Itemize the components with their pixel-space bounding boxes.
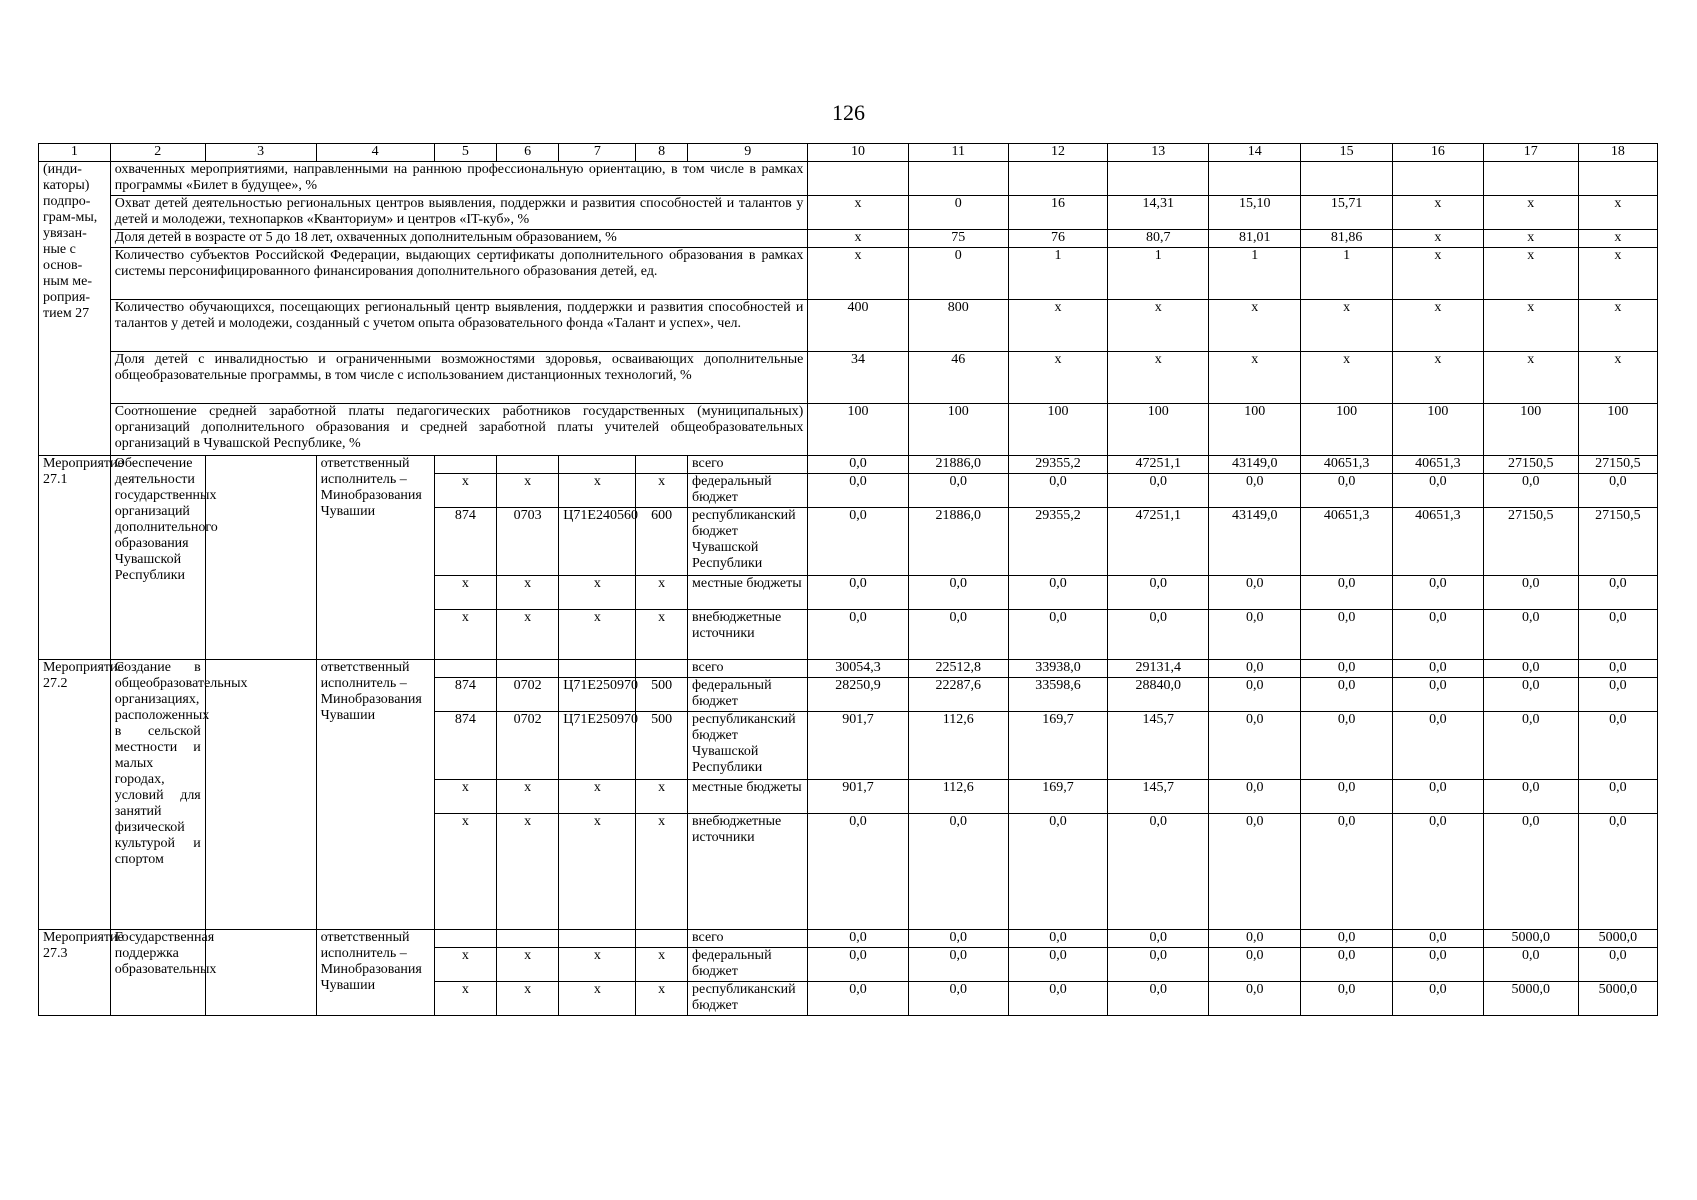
indicator-row <box>39 162 1658 196</box>
funding-value: 0,0 <box>908 948 1008 982</box>
indicator-value <box>1392 162 1483 196</box>
indicator-text: Количество субъектов Российской Федерации, выдающих сертификаты дополнительного образования в рамках системы персонифицированного финансирования дополнительного образования детей, ед. <box>110 248 808 300</box>
column-number: 4 <box>316 144 434 162</box>
measure-executor: ответственный исполнитель – Минобразования Чувашии <box>316 930 434 1016</box>
indicator-value: 14,31 <box>1108 196 1209 230</box>
indicator-value <box>1108 162 1209 196</box>
funding-value: 0,0 <box>1483 678 1578 712</box>
funding-value: 0,0 <box>1008 814 1107 930</box>
funding-value: 40651,3 <box>1392 456 1483 474</box>
budget-code-expense <box>636 660 688 678</box>
funding-value: 0,0 <box>1483 948 1578 982</box>
budget-code-section: 0703 <box>497 508 559 576</box>
budget-code-grbs: x <box>434 610 496 660</box>
funding-value: 5000,0 <box>1483 982 1578 1016</box>
funding-value: 0,0 <box>1392 780 1483 814</box>
funding-source: республиканский бюджет Чувашской Республики <box>688 508 808 576</box>
budget-code-grbs <box>434 660 496 678</box>
measure-row <box>39 456 1658 474</box>
indicator-value: x <box>808 248 908 300</box>
funding-value: 21886,0 <box>908 508 1008 576</box>
budget-code-section: x <box>497 814 559 930</box>
budget-code-expense: 500 <box>636 712 688 780</box>
indicator-row <box>39 196 1658 230</box>
indicator-row <box>39 230 1658 248</box>
indicator-value: x <box>1483 300 1578 352</box>
funding-source: внебюджетные источники <box>688 610 808 660</box>
measure-name: Создание в общеобразовательных организациях, расположенных в сельской местности и малых городах, условий для занятий физической культурой и спортом <box>110 660 205 930</box>
budget-code-target: x <box>559 610 636 660</box>
budget-code-section: x <box>497 780 559 814</box>
funding-value: 145,7 <box>1108 780 1209 814</box>
column-number: 15 <box>1301 144 1393 162</box>
budget-code-target: Ц71Е240560 <box>559 508 636 576</box>
indicator-value <box>908 162 1008 196</box>
funding-value: 0,0 <box>1483 712 1578 780</box>
budget-code-grbs <box>434 930 496 948</box>
funding-value: 0,0 <box>808 508 908 576</box>
funding-value: 40651,3 <box>1392 508 1483 576</box>
indicator-value: 100 <box>1483 404 1578 456</box>
funding-value: 0,0 <box>1392 982 1483 1016</box>
funding-value: 5000,0 <box>1483 930 1578 948</box>
funding-value: 0,0 <box>1209 930 1301 948</box>
funding-value: 0,0 <box>1108 930 1209 948</box>
budget-code-expense <box>636 456 688 474</box>
budget-code-expense <box>636 930 688 948</box>
indicator-value: x <box>1392 248 1483 300</box>
funding-source: республиканский бюджет Чувашской Республики <box>688 712 808 780</box>
indicator-value: 800 <box>908 300 1008 352</box>
funding-value: 0,0 <box>908 474 1008 508</box>
funding-value: 0,0 <box>1301 678 1393 712</box>
indicator-value: 100 <box>808 404 908 456</box>
funding-source: всего <box>688 660 808 678</box>
funding-value: 0,0 <box>1301 576 1393 610</box>
indicator-text: охваченных мероприятиями, направленными на раннюю профессиональную ориентацию, в том числе в рамках программы «Билет в будущее», % <box>110 162 808 196</box>
funding-value: 0,0 <box>1108 948 1209 982</box>
funding-value: 0,0 <box>1392 660 1483 678</box>
indicator-value: x <box>1483 248 1578 300</box>
funding-value: 22512,8 <box>908 660 1008 678</box>
budget-code-section: x <box>497 576 559 610</box>
indicator-value: 81,01 <box>1209 230 1301 248</box>
column-number: 2 <box>110 144 205 162</box>
column-number: 18 <box>1578 144 1657 162</box>
funding-value: 0,0 <box>1578 948 1657 982</box>
funding-value: 28250,9 <box>808 678 908 712</box>
indicator-value: x <box>1008 300 1107 352</box>
funding-value: 0,0 <box>1008 610 1107 660</box>
budget-code-grbs: x <box>434 780 496 814</box>
funding-source: всего <box>688 456 808 474</box>
indicator-value <box>1301 162 1393 196</box>
funding-value: 27150,5 <box>1578 456 1657 474</box>
funding-value: 0,0 <box>1392 678 1483 712</box>
funding-value: 0,0 <box>1209 660 1301 678</box>
indicator-text: Количество обучающихся, посещающих региональный центр выявления, поддержки и развития способностей и талантов у детей и молодежи, созданный с учетом опыта образовательного фонда «Талант и успех», чел. <box>110 300 808 352</box>
funding-value: 0,0 <box>1209 814 1301 930</box>
indicator-value: x <box>1209 352 1301 404</box>
indicator-value: x <box>1578 248 1657 300</box>
indicator-value <box>808 162 908 196</box>
funding-value: 0,0 <box>1008 982 1107 1016</box>
indicator-value: 1 <box>1108 248 1209 300</box>
funding-source: местные бюджеты <box>688 576 808 610</box>
indicator-value: x <box>1578 300 1657 352</box>
budget-code-expense: x <box>636 474 688 508</box>
funding-value: 0,0 <box>1008 930 1107 948</box>
indicator-value <box>1008 162 1107 196</box>
budget-code-expense: 600 <box>636 508 688 576</box>
funding-value: 0,0 <box>1301 780 1393 814</box>
measure-label: Мероприятие 27.1 <box>39 456 111 660</box>
budget-code-section: x <box>497 948 559 982</box>
measure-name: Обеспечение деятельности государственных организаций дополнительного образования Чувашской Республики <box>110 456 205 660</box>
funding-value: 33598,6 <box>1008 678 1107 712</box>
budget-code-target <box>559 930 636 948</box>
indicator-value: x <box>1008 352 1107 404</box>
budget-code-grbs: x <box>434 576 496 610</box>
budget-code-expense: x <box>636 814 688 930</box>
budget-code-section: x <box>497 982 559 1016</box>
funding-value: 0,0 <box>1483 610 1578 660</box>
funding-value: 0,0 <box>1209 610 1301 660</box>
measure-name: Государственная поддержка образовательных <box>110 930 205 1016</box>
funding-value: 0,0 <box>808 930 908 948</box>
funding-value: 0,0 <box>1008 948 1107 982</box>
funding-value: 21886,0 <box>908 456 1008 474</box>
funding-value: 0,0 <box>1483 660 1578 678</box>
funding-source: всего <box>688 930 808 948</box>
funding-value: 112,6 <box>908 712 1008 780</box>
budget-code-grbs <box>434 456 496 474</box>
indicator-value: x <box>1108 352 1209 404</box>
indicator-text: Соотношение средней заработной платы педагогических работников государственных (муниципальных) организаций дополнительного образования и средней заработной платы учителей общеобразовательных организаций в Чувашской Республике, % <box>110 404 808 456</box>
funding-value: 0,0 <box>808 982 908 1016</box>
budget-code-grbs: x <box>434 474 496 508</box>
funding-value: 0,0 <box>1209 712 1301 780</box>
budget-code-target: Ц71Е250970 <box>559 678 636 712</box>
indicator-value: 1 <box>1209 248 1301 300</box>
column-number: 13 <box>1108 144 1209 162</box>
funding-value: 0,0 <box>1209 576 1301 610</box>
funding-value: 0,0 <box>1301 610 1393 660</box>
budget-code-target <box>559 660 636 678</box>
indicator-value: 1 <box>1301 248 1393 300</box>
funding-value: 0,0 <box>1578 780 1657 814</box>
funding-value: 0,0 <box>1578 712 1657 780</box>
column-number: 3 <box>205 144 316 162</box>
indicator-value: 0 <box>908 248 1008 300</box>
funding-value: 47251,1 <box>1108 456 1209 474</box>
funding-value: 0,0 <box>1301 814 1393 930</box>
funding-value: 0,0 <box>1301 660 1393 678</box>
funding-value: 0,0 <box>1108 576 1209 610</box>
funding-value: 169,7 <box>1008 712 1107 780</box>
budget-code-section <box>497 660 559 678</box>
column-number: 8 <box>636 144 688 162</box>
funding-value: 29355,2 <box>1008 456 1107 474</box>
indicator-value: 1 <box>1008 248 1107 300</box>
indicator-text: Доля детей в возрасте от 5 до 18 лет, охваченных дополнительным образованием, % <box>110 230 808 248</box>
funding-value: 40651,3 <box>1301 456 1393 474</box>
measure-executor: ответственный исполнитель – Минобразования Чувашии <box>316 456 434 660</box>
indicator-text: Охват детей деятельностью региональных центров выявления, поддержки и развития способностей и талантов у детей и молодежи, технопарков «Кванториум» и центров «IT-куб», % <box>110 196 808 230</box>
measure-row <box>39 930 1658 948</box>
funding-value: 0,0 <box>1578 576 1657 610</box>
funding-value: 901,7 <box>808 780 908 814</box>
indicator-value: 100 <box>1209 404 1301 456</box>
funding-value: 901,7 <box>808 712 908 780</box>
indicator-value: x <box>1301 300 1393 352</box>
funding-value: 0,0 <box>1209 948 1301 982</box>
funding-value: 0,0 <box>1392 930 1483 948</box>
budget-code-expense: x <box>636 780 688 814</box>
indicator-value: 81,86 <box>1301 230 1393 248</box>
indicator-value: x <box>1301 352 1393 404</box>
indicator-row <box>39 300 1658 352</box>
funding-value: 33938,0 <box>1008 660 1107 678</box>
column-number: 14 <box>1209 144 1301 162</box>
budget-code-grbs: x <box>434 948 496 982</box>
budget-code-section: x <box>497 610 559 660</box>
indicator-value: 76 <box>1008 230 1107 248</box>
measure-row <box>39 660 1658 678</box>
funding-value: 0,0 <box>808 576 908 610</box>
funding-value: 47251,1 <box>1108 508 1209 576</box>
budget-code-section <box>497 456 559 474</box>
funding-source: федеральный бюджет <box>688 678 808 712</box>
indicator-value <box>1578 162 1657 196</box>
funding-value: 0,0 <box>1209 982 1301 1016</box>
column-number: 1 <box>39 144 111 162</box>
indicator-value: x <box>1392 230 1483 248</box>
budget-code-expense: x <box>636 982 688 1016</box>
column-number: 10 <box>808 144 908 162</box>
indicator-value: 100 <box>1578 404 1657 456</box>
funding-value: 0,0 <box>1008 474 1107 508</box>
budget-code-target: x <box>559 474 636 508</box>
indicator-value <box>1483 162 1578 196</box>
funding-value: 0,0 <box>1392 948 1483 982</box>
funding-value: 0,0 <box>1301 982 1393 1016</box>
indicator-value: x <box>808 230 908 248</box>
indicator-value: x <box>1209 300 1301 352</box>
funding-value: 0,0 <box>1209 678 1301 712</box>
budget-code-grbs: x <box>434 982 496 1016</box>
funding-value: 0,0 <box>1108 474 1209 508</box>
funding-value: 0,0 <box>1108 610 1209 660</box>
indicator-value: x <box>808 196 908 230</box>
program-table <box>38 143 1658 1016</box>
indicator-value: 46 <box>908 352 1008 404</box>
indicator-value: 16 <box>1008 196 1107 230</box>
funding-value: 145,7 <box>1108 712 1209 780</box>
indicator-value: x <box>1483 196 1578 230</box>
measure-executor: ответственный исполнитель – Минобразования Чувашии <box>316 660 434 930</box>
funding-value: 0,0 <box>908 814 1008 930</box>
funding-source: федеральный бюджет <box>688 474 808 508</box>
measure-column-3 <box>205 456 316 660</box>
budget-code-target: x <box>559 780 636 814</box>
budget-code-section: 0702 <box>497 712 559 780</box>
funding-value: 43149,0 <box>1209 456 1301 474</box>
funding-value: 43149,0 <box>1209 508 1301 576</box>
indicator-value <box>1209 162 1301 196</box>
measure-label: Мероприятие 27.2 <box>39 660 111 930</box>
indicator-value: 100 <box>1108 404 1209 456</box>
funding-value: 0,0 <box>808 610 908 660</box>
funding-value: 0,0 <box>1483 780 1578 814</box>
column-number: 12 <box>1008 144 1107 162</box>
funding-value: 0,0 <box>1108 982 1209 1016</box>
funding-value: 0,0 <box>808 948 908 982</box>
funding-value: 0,0 <box>908 576 1008 610</box>
funding-value: 0,0 <box>1301 930 1393 948</box>
funding-value: 0,0 <box>1301 712 1393 780</box>
funding-source: местные бюджеты <box>688 780 808 814</box>
funding-value: 0,0 <box>808 474 908 508</box>
funding-value: 0,0 <box>1578 610 1657 660</box>
budget-code-section: 0702 <box>497 678 559 712</box>
indicator-row <box>39 248 1658 300</box>
budget-code-expense: x <box>636 576 688 610</box>
budget-code-expense: x <box>636 610 688 660</box>
indicator-value: 15,71 <box>1301 196 1393 230</box>
funding-value: 0,0 <box>1392 474 1483 508</box>
funding-value: 22287,6 <box>908 678 1008 712</box>
indicator-value: x <box>1392 300 1483 352</box>
indicator-text: Доля детей с инвалидностью и ограниченными возможностями здоровья, осваивающих дополнительные общеобразовательные программы, в том числе с использованием дистанционных технологий, % <box>110 352 808 404</box>
budget-code-grbs: x <box>434 814 496 930</box>
funding-value: 29355,2 <box>1008 508 1107 576</box>
funding-value: 0,0 <box>1392 814 1483 930</box>
indicator-value: x <box>1578 352 1657 404</box>
funding-value: 0,0 <box>808 456 908 474</box>
funding-value: 0,0 <box>808 814 908 930</box>
indicator-row <box>39 352 1658 404</box>
funding-value: 27150,5 <box>1578 508 1657 576</box>
funding-value: 0,0 <box>1008 576 1107 610</box>
indicator-value: 75 <box>908 230 1008 248</box>
indicator-value: 100 <box>1301 404 1393 456</box>
funding-value: 0,0 <box>1301 474 1393 508</box>
funding-value: 28840,0 <box>1108 678 1209 712</box>
indicators-label: (инди-каторы) подпро-грам-мы, увязан-ные с основ-ным ме-роприя-тием 27 <box>39 162 111 456</box>
header-row <box>39 144 1658 162</box>
funding-value: 0,0 <box>1392 712 1483 780</box>
funding-value: 40651,3 <box>1301 508 1393 576</box>
indicator-value: 400 <box>808 300 908 352</box>
funding-value: 169,7 <box>1008 780 1107 814</box>
funding-value: 30054,3 <box>808 660 908 678</box>
funding-value: 0,0 <box>1209 780 1301 814</box>
measure-label: Мероприятие 27.3 <box>39 930 111 1016</box>
funding-value: 0,0 <box>1483 474 1578 508</box>
budget-code-section: x <box>497 474 559 508</box>
funding-value: 5000,0 <box>1578 930 1657 948</box>
indicator-value: 80,7 <box>1108 230 1209 248</box>
funding-value: 0,0 <box>1483 814 1578 930</box>
indicator-value: 15,10 <box>1209 196 1301 230</box>
budget-code-grbs: 874 <box>434 712 496 780</box>
funding-value: 27150,5 <box>1483 456 1578 474</box>
funding-value: 0,0 <box>908 930 1008 948</box>
page-number: 126 <box>832 100 865 125</box>
budget-code-grbs: 874 <box>434 678 496 712</box>
funding-value: 0,0 <box>1392 576 1483 610</box>
funding-value: 0,0 <box>1578 814 1657 930</box>
indicator-value: x <box>1392 196 1483 230</box>
funding-value: 0,0 <box>1392 610 1483 660</box>
funding-value: 0,0 <box>908 982 1008 1016</box>
funding-source: внебюджетные источники <box>688 814 808 930</box>
indicator-value: x <box>1108 300 1209 352</box>
column-number: 17 <box>1483 144 1578 162</box>
funding-source: федеральный бюджет <box>688 948 808 982</box>
budget-code-target: x <box>559 576 636 610</box>
indicator-value: x <box>1578 196 1657 230</box>
column-number: 9 <box>688 144 808 162</box>
indicator-row <box>39 404 1658 456</box>
funding-value: 0,0 <box>1578 474 1657 508</box>
indicator-value: x <box>1483 352 1578 404</box>
budget-code-target: x <box>559 814 636 930</box>
indicator-value: 100 <box>1392 404 1483 456</box>
column-number: 11 <box>908 144 1008 162</box>
budget-code-expense: x <box>636 948 688 982</box>
funding-value: 112,6 <box>908 780 1008 814</box>
indicator-value: x <box>1392 352 1483 404</box>
funding-value: 27150,5 <box>1483 508 1578 576</box>
funding-value: 0,0 <box>908 610 1008 660</box>
column-number: 5 <box>434 144 496 162</box>
budget-code-target: x <box>559 948 636 982</box>
funding-source: республиканский бюджет <box>688 982 808 1016</box>
budget-code-target: Ц71Е250970 <box>559 712 636 780</box>
funding-value: 0,0 <box>1301 948 1393 982</box>
indicator-value: 34 <box>808 352 908 404</box>
funding-value: 0,0 <box>1483 576 1578 610</box>
budget-code-target <box>559 456 636 474</box>
budget-code-target: x <box>559 982 636 1016</box>
indicator-value: x <box>1483 230 1578 248</box>
column-number: 16 <box>1392 144 1483 162</box>
funding-value: 0,0 <box>1578 660 1657 678</box>
column-number: 6 <box>497 144 559 162</box>
budget-code-section <box>497 930 559 948</box>
indicator-value: 100 <box>908 404 1008 456</box>
indicator-value: 0 <box>908 196 1008 230</box>
funding-value: 29131,4 <box>1108 660 1209 678</box>
funding-value: 5000,0 <box>1578 982 1657 1016</box>
indicator-value: x <box>1578 230 1657 248</box>
column-number: 7 <box>559 144 636 162</box>
budget-code-grbs: 874 <box>434 508 496 576</box>
funding-value: 0,0 <box>1209 474 1301 508</box>
indicator-value: 100 <box>1008 404 1107 456</box>
measure-column-3 <box>205 660 316 930</box>
funding-value: 0,0 <box>1578 678 1657 712</box>
funding-value: 0,0 <box>1108 814 1209 930</box>
measure-column-3 <box>205 930 316 1016</box>
budget-code-expense: 500 <box>636 678 688 712</box>
